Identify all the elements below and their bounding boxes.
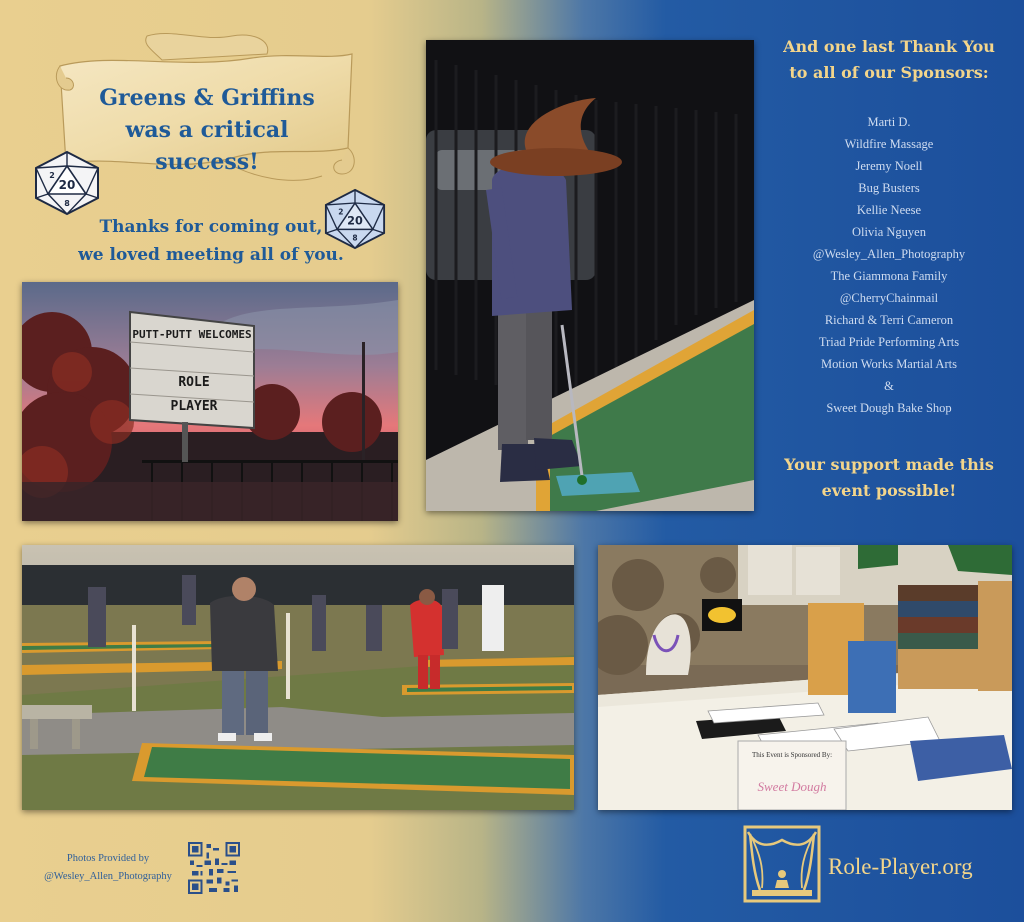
sponsor-item: Jeremy Noell xyxy=(855,159,923,173)
photo-credit xyxy=(24,850,192,886)
die-bottom-number: 8 xyxy=(64,199,70,208)
sponsor-item: Kellie Neese xyxy=(856,203,922,217)
die-top-number: 2 xyxy=(338,207,344,217)
qr-code[interactable] xyxy=(188,842,240,894)
support-message xyxy=(770,452,1008,504)
headline xyxy=(72,82,342,178)
support-line-1: Your support made this xyxy=(784,455,994,474)
photo-sponsor-table xyxy=(598,545,1012,810)
headline-line-1: Greens & Griffins xyxy=(99,85,315,111)
sponsors-heading-line-1: And one last Thank You xyxy=(783,37,995,56)
photo-mini-golf-course xyxy=(22,545,574,810)
headline-line-2: was a critical success! xyxy=(125,117,289,175)
marquee-line-2: ROLE xyxy=(178,375,210,390)
d20-icon xyxy=(32,150,102,216)
sponsor-item: Marti D. xyxy=(867,115,911,129)
sponsor-item: Motion Works Martial Arts xyxy=(821,357,957,371)
sponsors-heading-line-2: to all of our Sponsors: xyxy=(789,63,989,82)
sponsor-item: Olivia Nguyen xyxy=(852,225,926,239)
sponsors-heading xyxy=(770,34,1008,86)
support-line-2: event possible! xyxy=(821,481,957,500)
sponsor-item: Richard & Terri Cameron xyxy=(824,313,954,327)
table-sign-brand: Sweet Dough xyxy=(757,779,827,794)
marquee-sign xyxy=(130,312,254,428)
marquee-line-1: PUTT-PUTT WELCOMES xyxy=(132,328,252,341)
thanks-message xyxy=(66,213,356,269)
sponsor-item: @CherryChainmail xyxy=(839,291,939,305)
photo-credit-line-2: @Wesley_Allen_Photography xyxy=(44,871,172,882)
sponsor-item: Triad Pride Performing Arts xyxy=(818,335,960,349)
sponsor-item: & xyxy=(884,379,894,393)
d20-die-left xyxy=(32,150,102,216)
die-face-number: 20 xyxy=(347,214,363,228)
sponsor-list xyxy=(770,111,1008,419)
qr-code-icon xyxy=(188,842,240,894)
role-player-logo xyxy=(742,824,822,904)
table-sign-caption: This Event is Sponsored By: xyxy=(751,751,833,759)
marquee-line-3: PLAYER xyxy=(170,399,218,414)
die-face-number: 20 xyxy=(58,178,76,192)
sponsor-item: The Giammona Family xyxy=(830,269,948,283)
die-top-number: 2 xyxy=(49,171,55,180)
thanks-line-1: Thanks for coming out, xyxy=(99,217,323,237)
sponsor-item: @Wesley_Allen_Photography xyxy=(812,247,966,261)
sponsor-item: Sweet Dough Bake Shop xyxy=(826,401,952,415)
theater-stage-icon xyxy=(742,824,822,904)
photo-wizard-hat-golfer xyxy=(426,40,754,511)
thanks-line-2: we loved meeting all of you. xyxy=(78,245,344,265)
sponsor-item: Wildfire Massage xyxy=(844,137,934,151)
photo-credit-line-1: Photos Provided by xyxy=(66,853,150,864)
photo-marquee-sign-sunset xyxy=(22,282,398,521)
die-bottom-number: 8 xyxy=(352,233,358,243)
site-name[interactable]: Role-Player.org xyxy=(828,854,973,879)
sponsor-item: Bug Busters xyxy=(858,181,920,195)
